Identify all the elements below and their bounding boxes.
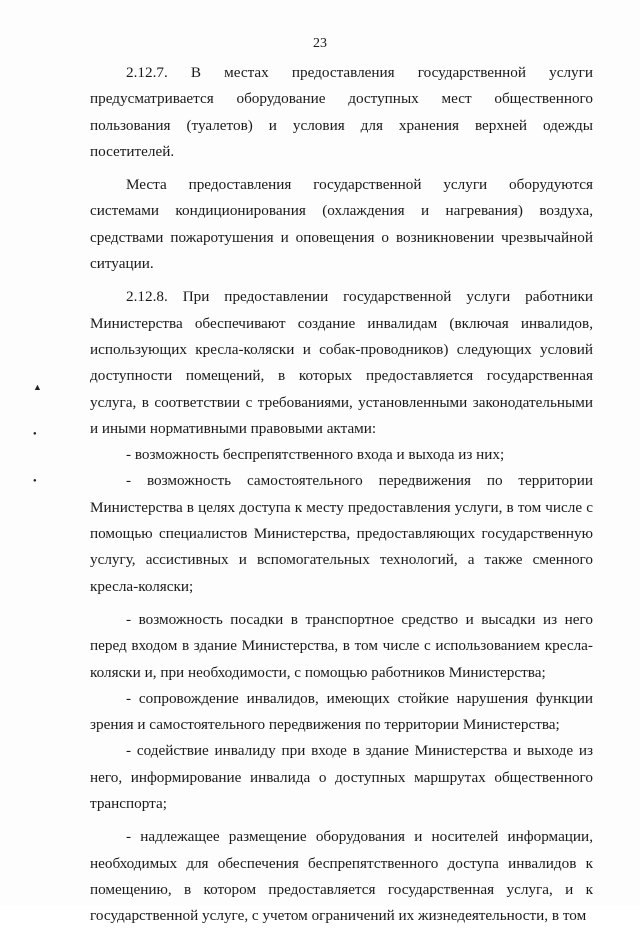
list-item: - возможность посадки в транспортное средство и высадки из него перед входом в здание Министерства, в том числе с использованием кресла-коляски и, при необходимости, с помощью работников Министерства;	[90, 610, 593, 681]
list-item: - возможность самостоятельного передвижения по территории Министерства в целях доступа к месту предоставления услуги, в том числе с помощью специалистов Министерства, предоставляющих государственную услугу, ассистивных и вспомогательных технологий, а также сменного кресла-коляски;	[90, 472, 593, 595]
list-item: - содействие инвалиду при входе в здание Министерства и выходе из него, информирование инвалида о доступных маршрутах общественного транспорта;	[90, 742, 593, 813]
paragraph: Места предоставления государственной услуги оборудуются системами кондиционирования (охлаждения и нагревания) воздуха, средствами пожаротушения и оповещения о возникновении чрезвычайной ситуации.	[90, 176, 593, 273]
margin-dot-mark: ●	[33, 431, 37, 437]
paragraph: 2.12.8. При предоставлении государственной услуги работники Министерства обеспечивают создание инвалидам (включая инвалидов, использующих кресла-коляски и собак-проводников) следующих условий доступности помещений, в которых предоставляется государственная услуга, в соответствии с требованиями, установленными законодательными и иными нормативными правовыми актами:	[90, 288, 593, 437]
margin-triangle-mark: ▲	[33, 382, 42, 392]
margin-dot-mark: ●	[33, 478, 37, 484]
list-item: - сопровождение инвалидов, имеющих стойкие нарушения функции зрения и самостоятельного передвижения по территории Министерства;	[90, 689, 593, 734]
page-number: 23	[313, 36, 327, 51]
list-item: - надлежащее размещение оборудования и носителей информации, необходимых для обеспечения беспрепятственного доступа инвалидов к помещению, в котором предоставляется государственная услуга, и к государственной услуге, с учетом ограничений их жизнедеятельности, в том	[90, 828, 593, 925]
list-item: - возможность беспрепятственного входа и выхода из них;	[126, 446, 505, 464]
paragraph: 2.12.7. В местах предоставления государственной услуги предусматривается оборудование доступных мест общественного пользования (туалетов) и условия для хранения верхней одежды посетителей.	[90, 64, 593, 160]
document-body	[90, 60, 593, 930]
